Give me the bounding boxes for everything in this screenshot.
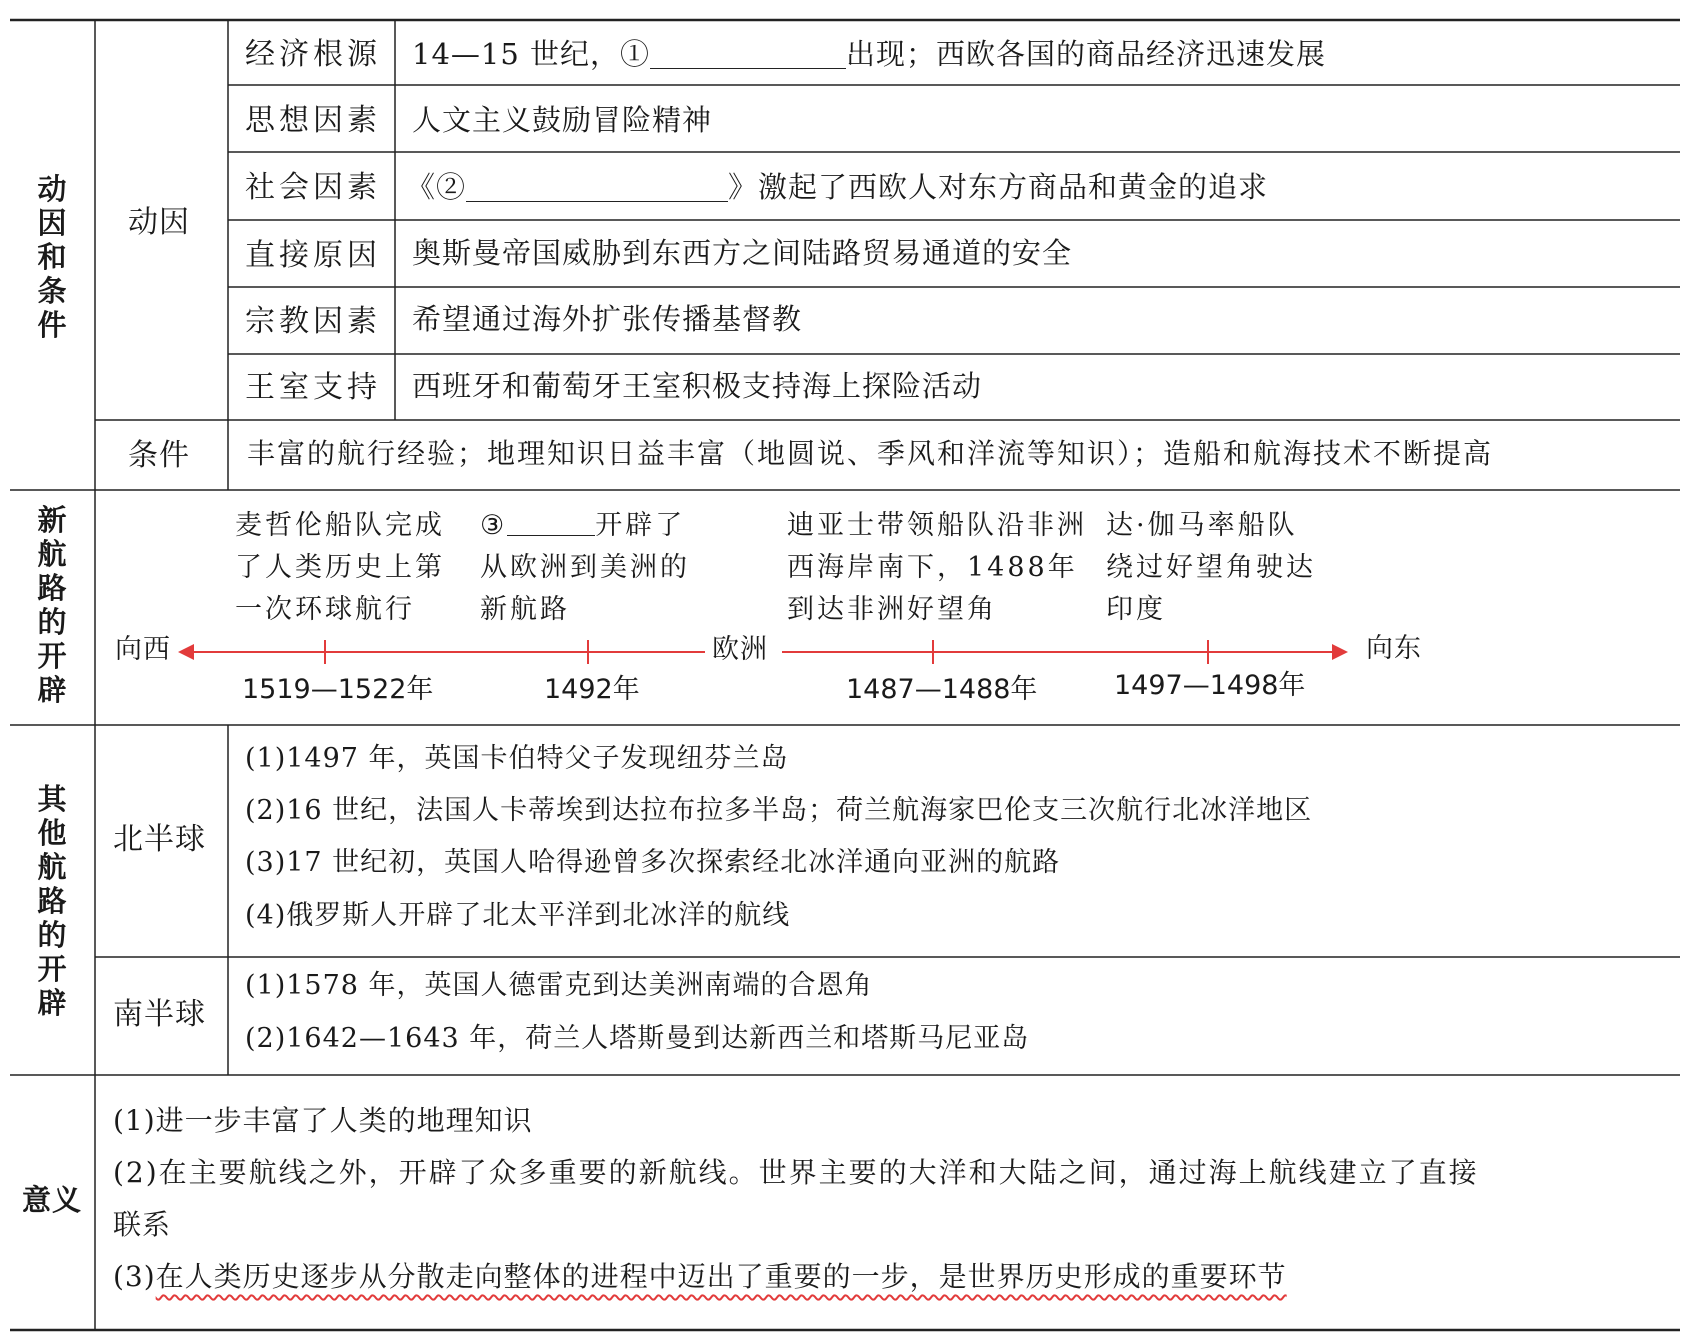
blank-1 <box>650 38 846 69</box>
label-char: 其 <box>37 782 67 816</box>
direction-east: 向东 <box>1366 633 1422 664</box>
event-gama: 达·伽马率船队绕过好望角驶达印度 <box>1106 510 1316 625</box>
south-item-2: (2)1642—1643 年，荷兰人塔斯曼到达新西兰和塔斯马尼亚岛 <box>245 1023 1030 1054</box>
row-head-direct: 直接原因 <box>245 238 381 273</box>
label-char: 航 <box>37 850 67 884</box>
significance-item-3 <box>113 1260 1287 1293</box>
row-text-thought: 人文主义鼓励冒险精神 <box>412 103 713 137</box>
row-text-social <box>406 171 1268 202</box>
social-before: 《② <box>406 170 467 204</box>
north-item-3: (3)17 世纪初，英国人哈得逊曾多次探索经北冰洋通向亚洲的航路 <box>245 847 1061 878</box>
event-magellan: 麦哲伦船队完成了人类历史上第一次环球航行 <box>235 510 445 625</box>
economic-before: 14—15 世纪，① <box>412 37 651 71</box>
label-char: 因 <box>37 206 67 240</box>
row-text-direct: 奥斯曼帝国威胁到东西方之间陆路贸易通道的安全 <box>412 236 1073 270</box>
row-head-religion: 宗教因素 <box>245 304 381 339</box>
label-char: 新 <box>37 503 67 537</box>
event-columbus <box>480 505 700 631</box>
blank-3 <box>507 509 595 536</box>
label-char: 辟 <box>37 986 67 1020</box>
label-char: 开 <box>37 639 67 673</box>
event-dias: 迪亚士带领船队沿非洲西海岸南下，1488年到达非洲好望角 <box>787 510 1087 625</box>
label-char: 动 <box>37 172 67 206</box>
significance-item-2-cont: 联系 <box>113 1208 172 1241</box>
event-columbus-text: 开辟了从欧洲到美洲的新航路 <box>480 510 690 625</box>
label-char: 他 <box>37 816 67 850</box>
year-gama: 1497—1498年 <box>1114 670 1306 701</box>
direction-west: 向西 <box>115 634 171 665</box>
north-item-2: (2)16 世纪，法国人卡蒂埃到达拉布拉多半岛；荷兰航海家巴伦支三次航行北冰洋地区 <box>245 795 1313 826</box>
row-head-social: 社会因素 <box>245 170 381 205</box>
section-label-routes <box>32 503 72 707</box>
section-label-motives <box>32 172 72 342</box>
label-char: 辟 <box>37 673 67 707</box>
row-head-thought: 思想因素 <box>245 103 381 138</box>
center-europe: 欧洲 <box>712 634 768 665</box>
row-head-economic: 经济根源 <box>245 37 381 72</box>
row-text-religion: 希望通过海外扩张传播基督教 <box>412 302 803 336</box>
year-columbus: 1492年 <box>544 674 640 705</box>
event-columbus-num: ③ <box>480 510 508 541</box>
label-char: 路 <box>37 884 67 918</box>
sub-label-condition: 条件 <box>128 438 190 473</box>
label-char: 路 <box>37 571 67 605</box>
north-label: 北半球 <box>113 822 206 857</box>
south-item-1: (1)1578 年，英国人德雷克到达美洲南端的合恩角 <box>245 970 873 1001</box>
condition-text: 丰富的航行经验；地理知识日益丰富（地圆说、季风和洋流等知识）；造船和航海技术不断提高 <box>247 437 1494 470</box>
significance-item-3-text: 在人类历史逐步从分散走向整体的进程中迈出了重要的一步，是世界历史形成的重要环节 <box>155 1260 1287 1293</box>
row-head-royal: 王室支持 <box>245 370 381 405</box>
year-magellan: 1519—1522年 <box>242 674 434 705</box>
label-char: 的 <box>37 918 67 952</box>
label-char: 开 <box>37 952 67 986</box>
label-char: 条 <box>37 274 67 308</box>
label-char: 和 <box>37 240 67 274</box>
section-label-other <box>32 782 72 1020</box>
year-dias: 1487—1488年 <box>846 674 1038 705</box>
row-text-economic <box>412 38 1326 69</box>
social-after: 》激起了西欧人对东方商品和黄金的追求 <box>728 170 1269 204</box>
label-char: 的 <box>37 605 67 639</box>
sub-label-motive: 动因 <box>128 205 190 240</box>
blank-2 <box>466 171 728 202</box>
north-item-1: (1)1497 年，英国卡伯特父子发现纽芬兰岛 <box>245 743 789 774</box>
row-text-royal: 西班牙和葡萄牙王室积极支持海上探险活动 <box>412 369 983 403</box>
south-label: 南半球 <box>113 997 206 1032</box>
label-char: 件 <box>37 308 67 342</box>
label-char: 航 <box>37 537 67 571</box>
significance-item-2: (2)在主要航线之外，开辟了众多重要的新航线。世界主要的大洋和大陆之间，通过海上航线建立了直接 <box>113 1156 1479 1189</box>
section-label-significance: 意义 <box>22 1183 83 1217</box>
economic-after: 出现；西欧各国的商品经济迅速发展 <box>846 37 1327 71</box>
significance-item-1: (1)进一步丰富了人类的地理知识 <box>113 1104 533 1137</box>
north-item-4: (4)俄罗斯人开辟了北太平洋到北冰洋的航线 <box>245 900 791 931</box>
significance-item-3-num: (3) <box>113 1260 156 1293</box>
